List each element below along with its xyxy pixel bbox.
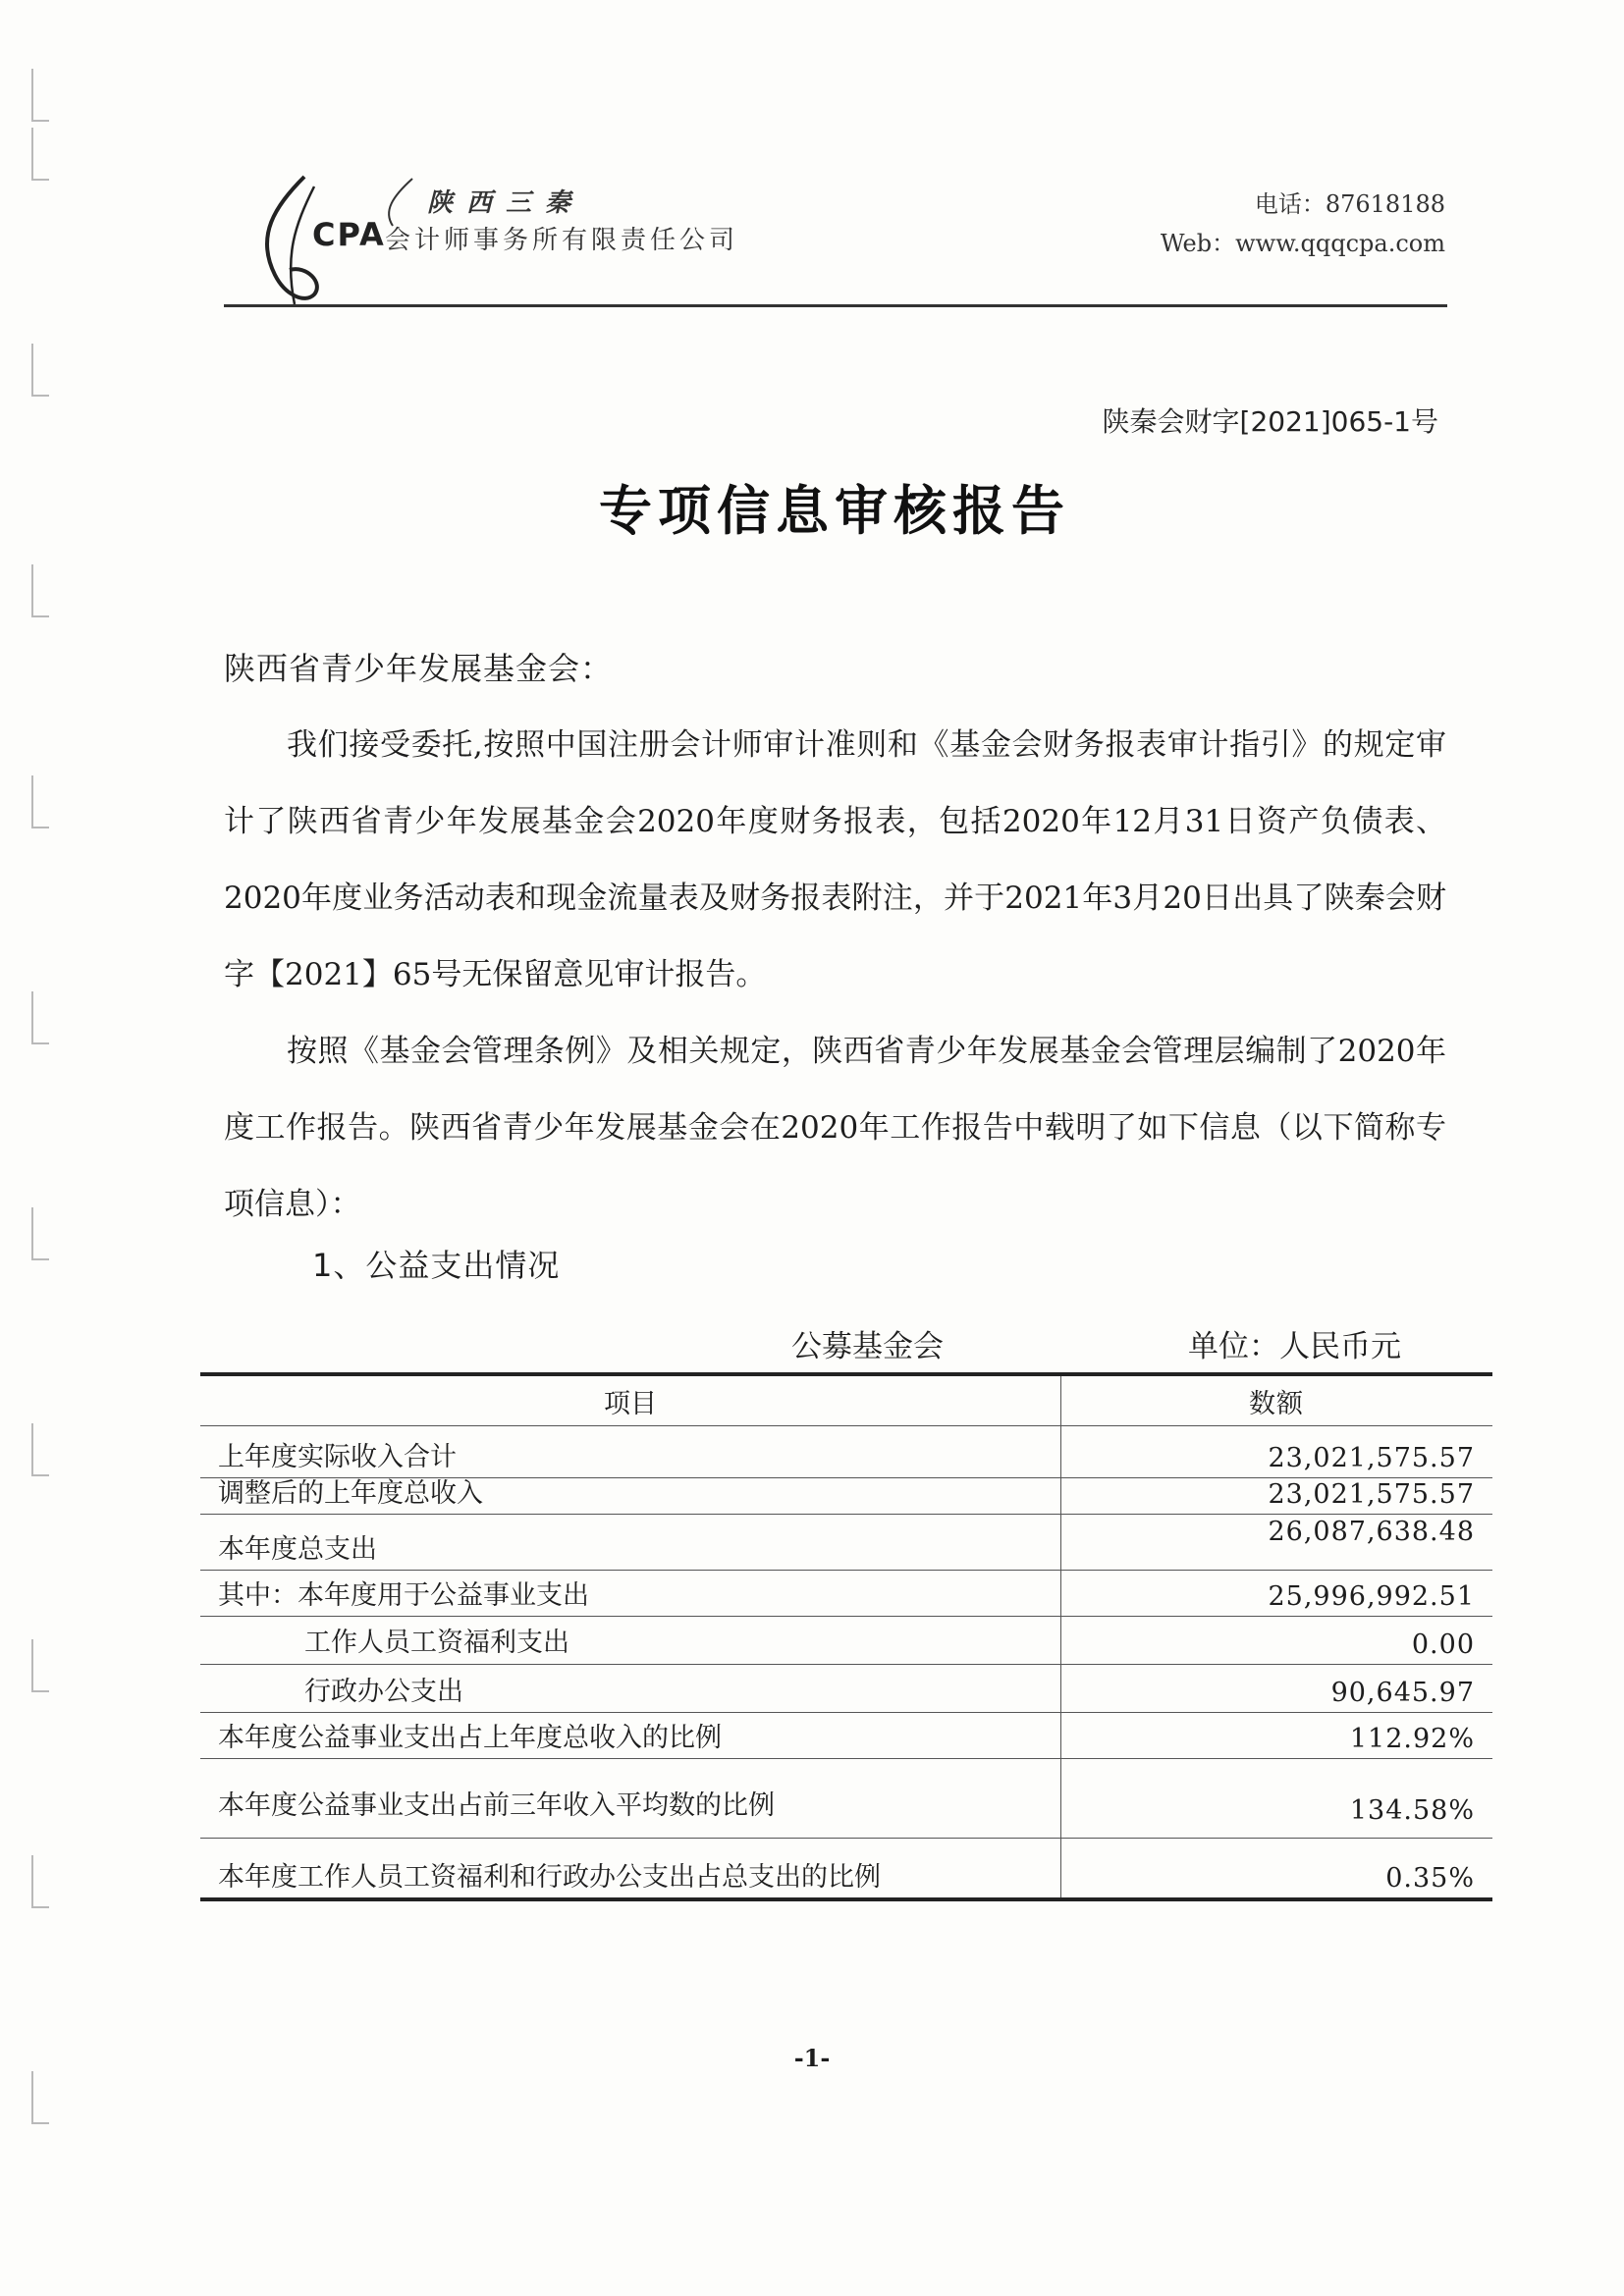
header-divider [224, 304, 1447, 307]
row-label: 其中：本年度用于公益事业支出 [218, 1580, 589, 1611]
table-header-amount: 数额 [1249, 1388, 1304, 1419]
row-label: 调整后的上年度总收入 [218, 1478, 483, 1509]
row-value: 112.92% [1349, 1724, 1475, 1754]
body-paragraph: 我们接受委托,按照中国注册会计师审计准则和《基金会财务报表审计指引》的规定审计了陕西省青少年发展基金会2020年度财务报表，包括2020年12月31日资产负债表、2020年度业务活动表和现金流量表及财务报表附注，并于2021年3月20日出具了陕秦会财字【2021】65号无保留意见审计报告。 [224, 727, 1446, 992]
phone-number: 电话：87618188 [1254, 190, 1445, 218]
binding-mark [31, 128, 49, 181]
firm-cpa-mark: CPA [312, 216, 386, 253]
binding-mark [31, 1855, 49, 1908]
contact-info [1161, 185, 1445, 263]
row-value: 23,021,575.57 [1268, 1443, 1475, 1473]
document-title: 专项信息审核报告 [599, 480, 1070, 542]
table-row [200, 1665, 1492, 1713]
binding-mark [31, 991, 49, 1044]
row-label: 上年度实际收入合计 [218, 1442, 457, 1472]
table-header-item: 项目 [604, 1388, 657, 1419]
row-value: 90,645.97 [1330, 1678, 1475, 1708]
binding-mark [31, 2071, 49, 2124]
row-label: 行政办公支出 [304, 1677, 463, 1707]
row-label: 本年度公益事业支出占前三年收入平均数的比例 [218, 1790, 775, 1821]
row-value: 25,996,992.51 [1268, 1581, 1475, 1612]
binding-mark [31, 344, 49, 397]
table-caption-fund-type: 公募基金会 [791, 1329, 944, 1364]
table-bottom-rule [200, 1897, 1492, 1901]
binding-mark [31, 775, 49, 828]
row-value: 23,021,575.57 [1268, 1479, 1475, 1510]
table-row [200, 1617, 1492, 1665]
firm-name-line1: 陕西三秦 [427, 188, 585, 218]
row-value: 0.35% [1385, 1863, 1475, 1894]
table-row [200, 1478, 1492, 1515]
table-row [200, 1571, 1492, 1617]
binding-mark [31, 564, 49, 617]
table-header-row [200, 1376, 1492, 1426]
binding-mark [31, 69, 49, 122]
row-label: 本年度总支出 [218, 1534, 377, 1565]
row-label: 本年度工作人员工资福利和行政办公支出占总支出的比例 [218, 1862, 881, 1893]
row-label: 本年度公益事业支出占上年度总收入的比例 [218, 1723, 722, 1753]
table-caption-unit: 单位：人民币元 [1188, 1329, 1401, 1364]
binding-mark [31, 1423, 49, 1476]
website: Web：www.qqqcpa.com [1160, 230, 1445, 257]
row-value: 0.00 [1411, 1629, 1475, 1660]
salutation: 陕西省青少年发展基金会： [224, 650, 614, 687]
body-paragraph: 按照《基金会管理条例》及相关规定，陕西省青少年发展基金会管理层编制了2020年度工作报告。陕西省青少年发展基金会在2020年工作报告中载明了如下信息（以下简称专项信息）： [224, 1034, 1446, 1222]
binding-mark [31, 1639, 49, 1692]
firm-name-line2: 会计师事务所有限责任公司 [385, 226, 739, 255]
expenditure-table [200, 1372, 1492, 1901]
table-row [200, 1759, 1492, 1839]
table-row [200, 1515, 1492, 1571]
document-number: 陕秦会财字[2021]065-1号 [1102, 405, 1438, 438]
page-number: -1- [793, 2044, 831, 2072]
row-value: 26,087,638.48 [1268, 1517, 1475, 1547]
section-heading: 1、公益支出情况 [312, 1247, 561, 1284]
table-row [200, 1713, 1492, 1759]
row-label: 工作人员工资福利支出 [304, 1628, 569, 1658]
table-row [200, 1839, 1492, 1897]
row-value: 134.58% [1349, 1795, 1475, 1826]
binding-mark [31, 1207, 49, 1260]
